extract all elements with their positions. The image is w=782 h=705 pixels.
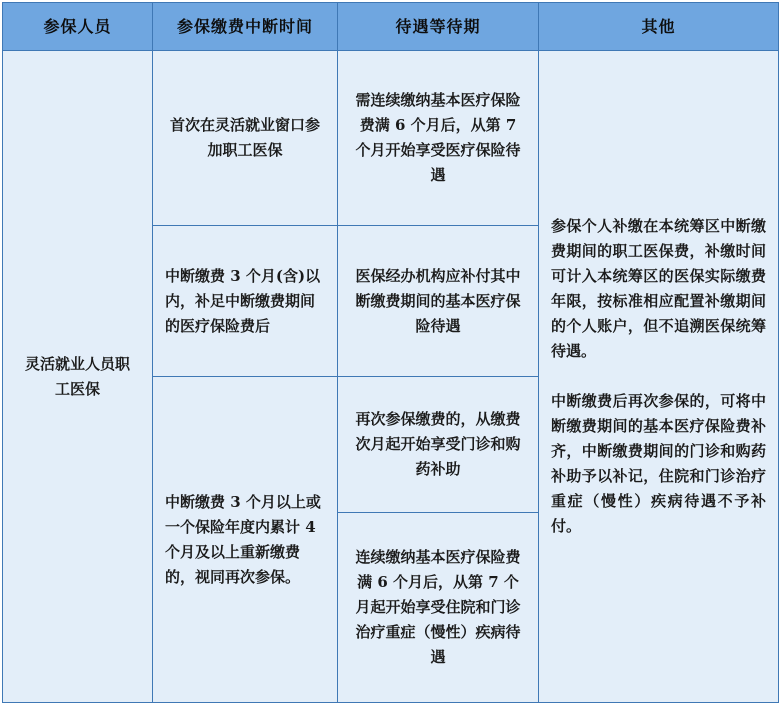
other-notes-cell: [539, 51, 779, 703]
header-insured-person: 参保人员: [3, 3, 153, 51]
table-row: [3, 51, 779, 226]
header-interruption-time: 参保缴费中断时间: [153, 3, 338, 51]
other-note-paragraph: 中断缴费后再次参保的，可将中断缴费期间的基本医疗保险费补齐，中断缴费期间的门诊和购药补助予以补记，住院和门诊治疗重症（慢性）疾病待遇不予补付。: [551, 392, 766, 535]
header-waiting-period: 待遇等待期: [338, 3, 539, 51]
waiting-text: 医保经办机构应补付其中断缴费期间的基本医疗保险待遇: [355, 266, 521, 335]
interruption-text: 首次在灵活就业窗口参加职工医保: [169, 116, 320, 159]
waiting-cell-within-3-months: [338, 226, 539, 377]
header-other: 其他: [539, 3, 779, 51]
interruption-cell-first-enrollment: [153, 51, 338, 226]
waiting-cell-inpatient: [338, 513, 539, 703]
interruption-text: 中断缴费 3 个月以上或一个保险年度内累计 4 个月及以上重新缴费的，视同再次参保。: [165, 492, 321, 586]
waiting-text: 连续缴纳基本医疗保险费满 6 个月后，从第 7 个月起开始享受住院和门诊治疗重症（慢性）疾病待遇: [355, 548, 521, 666]
insurance-policy-table: [2, 2, 779, 703]
waiting-cell-outpatient: [338, 377, 539, 513]
other-note-paragraph: 参保个人补缴在本统筹区中断缴费期间的职工医保费，补缴时间可计入本统筹区的医保实际缴费年限，按标准相应配置补缴期间的个人账户，但不追溯医保统筹待遇。: [551, 217, 766, 360]
waiting-text: 再次参保缴费的，从缴费次月起开始享受门诊和购药补助: [355, 410, 521, 478]
insured-group-cell: [3, 51, 153, 703]
interruption-cell-over-3-months: [153, 377, 338, 703]
waiting-cell-first-enrollment: [338, 51, 539, 226]
insured-group-label: 灵活就业人员职工医保: [24, 354, 130, 398]
waiting-text: 需连续缴纳基本医疗保险费满 6 个月后，从第 7 个月开始享受医疗保险待遇: [355, 91, 521, 184]
interruption-text: 中断缴费 3 个月(含)以内，补足中断缴费期间的医疗保险费后: [165, 266, 321, 335]
table-header-row: [3, 3, 779, 51]
interruption-cell-within-3-months: [153, 226, 338, 377]
